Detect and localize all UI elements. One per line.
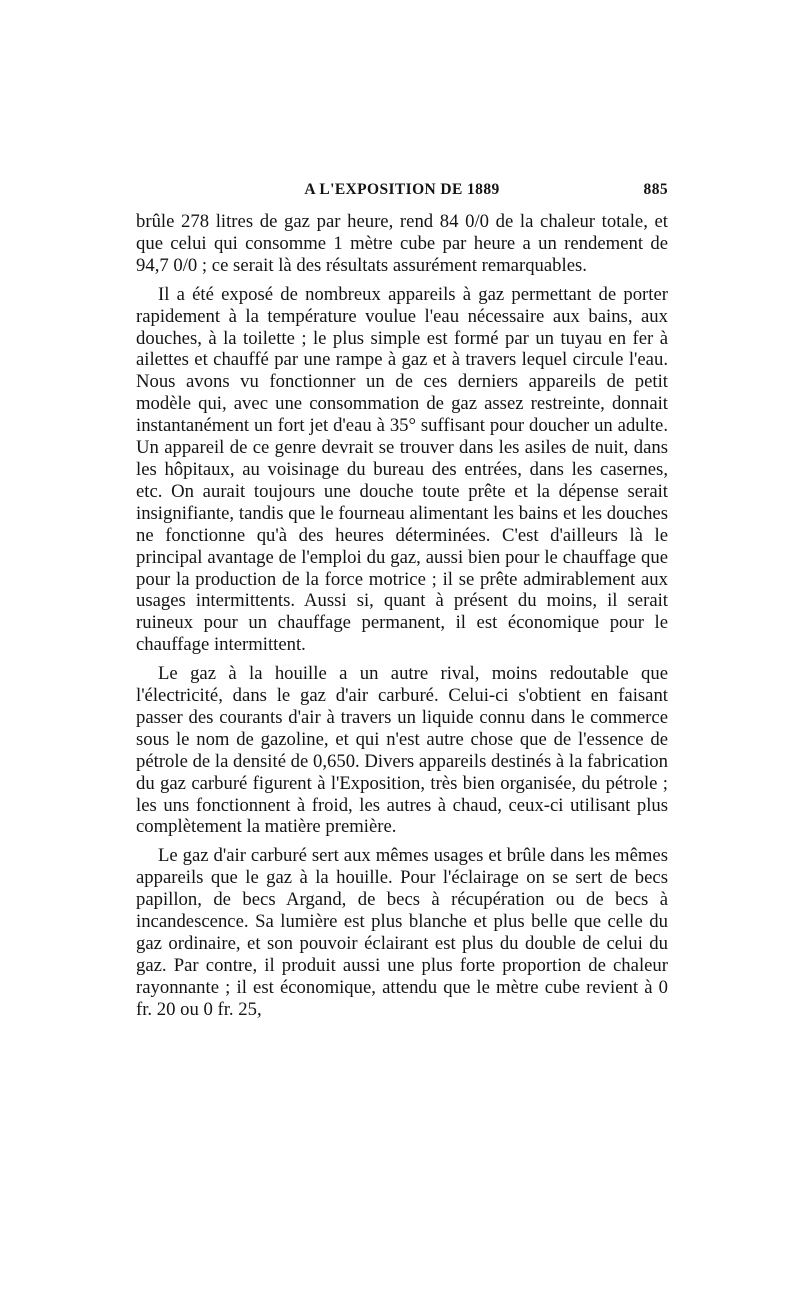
- paragraph-carbureted-air-gas: Le gaz à la houille a un autre rival, moins redoutable que l'électricité, dans le gaz d'air carburé. Celui-ci s'obtient en faisant passer des courants d'air à travers un liquide connu dans le commerce sous le nom de gazoline, et qui n'est autre chose que de l'essence de pétrole de la densité de 0,650. Divers appareils destinés à la fabrication du gaz carburé figurent à l'Exposition, très bien organisée, du pétrole ; les uns fonctionnent à froid, les autres à chaud, ceux-ci utilisant plus complètement la matière première.: [136, 663, 668, 838]
- paragraph-carbureted-gas-uses: Le gaz d'air carburé sert aux mêmes usages et brûle dans les mêmes appareils que le gaz à la houille. Pour l'éclairage on se sert de becs papillon, de becs Argand, de becs à récupération ou de becs à incandescence. Sa lumière est plus blanche et plus belle que celle du gaz ordinaire, et son pouvoir éclairant est plus du double de celui du gaz. Par contre, il produit aussi une plus forte proportion de chaleur rayonnante ; il est économique, attendu que le mètre cube revient à 0 fr. 20 ou 0 fr. 25,: [136, 845, 668, 1020]
- page-number: 885: [643, 181, 668, 198]
- paragraph-continued: brûle 278 litres de gaz par heure, rend 84 0/0 de la chaleur totale, et que celui qui consomme 1 mètre cube par heure a un rendement de 94,7 0/0 ; ce serait là des résultats assurément remarquables.: [136, 211, 668, 276]
- paragraph-gas-water-heaters: Il a été exposé de nombreux appareils à gaz permettant de porter rapidement à la température voulue l'eau nécessaire aux bains, aux douches, à la toilette ; le plus simple est formé par un tuyau en fer à ailettes et chauffé par une rampe à gaz et à travers lequel circule l'eau. Nous avons vu fonctionner un de ces derniers appareils de petit modèle qui, avec une consommation de gaz assez restreinte, donnait instantanément un fort jet d'eau à 35° suffisant pour doucher un adulte. Un appareil de ce genre devrait se trouver dans les asiles de nuit, dans les hôpitaux, au voisinage du bureau des entrées, dans les casernes, etc. On aurait toujours une douche toute prête et la dépense serait insignifiante, tandis que le fourneau alimentant les bains et les douches ne fonctionne qu'à des heures déterminées. C'est d'ailleurs là le principal avantage de l'emploi du gaz, aussi bien pour le chauffage que pour la production de la force motrice ; il se prête admirablement aux usages intermittents. Aussi si, quant à présent du moins, il serait ruineux pour un chauffage permanent, il est économique pour le chauffage intermittent.: [136, 283, 668, 656]
- running-head: [136, 181, 668, 203]
- body-text: [136, 211, 668, 1028]
- running-title: A L'EXPOSITION DE 1889: [304, 181, 500, 198]
